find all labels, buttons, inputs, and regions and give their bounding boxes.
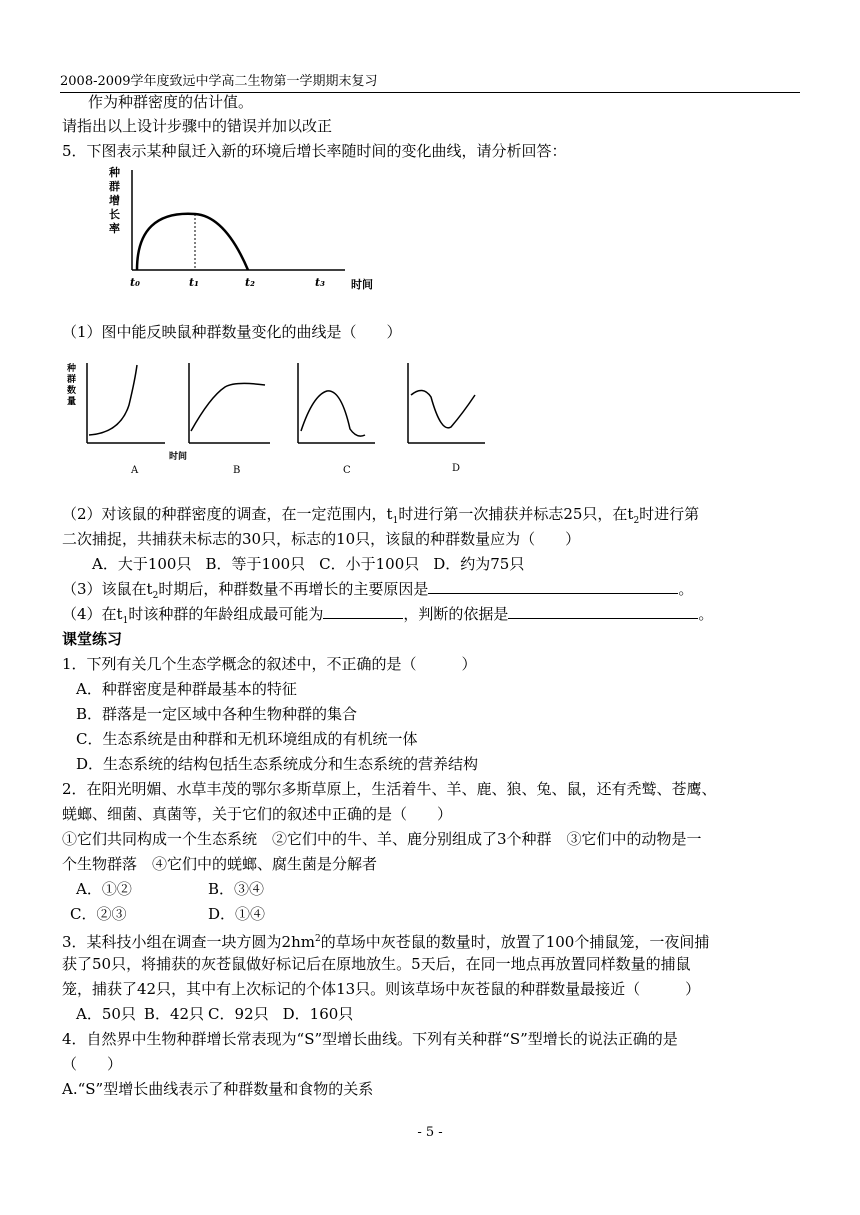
- small-ylabel-char: 量: [67, 397, 77, 407]
- q5-sub1: （1）图中能反映鼠种群数量变化的曲线是（ ）: [62, 323, 402, 341]
- answer-blank: [508, 604, 698, 619]
- practice-q2-opt-c: C．②③: [70, 905, 127, 923]
- prev-text-line-1: 作为种群密度的估计值。: [88, 93, 254, 111]
- practice-q1-stem: 1．下列有关几个生态学概念的叙述中，不正确的是（ ）: [62, 655, 477, 673]
- practice-q3-options: [76, 1004, 367, 1024]
- practice-q2-statements1: ①它们共同构成一个生态系统 ②它们中的牛、羊、鹿分别组成了3个种群 ③它们中的动物是一: [62, 830, 702, 848]
- small-ylabel-char: 数: [67, 386, 77, 396]
- practice-q3-line2: 获了50只，将捕获的灰苍鼠做好标记后在原地放生。5天后，在同一地点再放置同样数量的捕鼠: [62, 955, 691, 973]
- option-d: D．约为75只: [433, 555, 525, 573]
- practice-q1-opt-b: B．群落是一定区域中各种生物种群的集合: [76, 705, 358, 723]
- practice-q2-statements2: 个生物群落 ④它们中的蜣螂、腐生菌是分解者: [62, 855, 378, 873]
- option-b: B．42只: [143, 1005, 205, 1023]
- page-number: - 5 -: [417, 1125, 443, 1140]
- svg-text:C: C: [343, 465, 351, 476]
- practice-q1-opt-c: C．生态系统是由种群和无机环境组成的有机统一体: [76, 730, 418, 748]
- option-graph-c: [298, 363, 375, 476]
- small-ylabel-char: 群: [67, 375, 77, 385]
- option-graphs: [65, 355, 485, 480]
- svg-text:D: D: [452, 463, 461, 474]
- graph-xlabel: 时间: [351, 278, 373, 291]
- option-graph-b: [189, 363, 270, 476]
- tick-t1: t₁: [189, 276, 199, 289]
- prev-text-line-2: 请指出以上设计步骤中的错误并加以改正: [62, 117, 333, 135]
- q5-sub3: （3）该鼠在$t_2$时期后，种群数量不再增长的主要原因是 。: [62, 580, 694, 601]
- answer-blank: [323, 604, 403, 619]
- graph-ylabel-char: 率: [109, 222, 120, 235]
- q5-sub2-line1: （2）对该鼠的种群密度的调查，在一定范围内，$t_1$时进行第一次捕获并标志25只，在$t_2$时进行第: [62, 505, 700, 526]
- practice-q1-opt-a: A．种群密度是种群最基本的特征: [76, 680, 297, 698]
- practice-q1-opt-d: D．生态系统的结构包括生态系统成分和生态系统的营养结构: [76, 755, 479, 773]
- graph-ylabel-char: 增: [109, 194, 120, 207]
- tick-t2: t₂: [245, 276, 255, 289]
- option-d: D．160只: [282, 1005, 354, 1023]
- option-a: A．大于100只: [92, 555, 192, 573]
- practice-q2-stem2: 蜣螂、细菌、真菌等，关于它们的叙述中正确的是（ ）: [62, 805, 453, 823]
- graph-ylabel-char: 种: [109, 166, 120, 179]
- option-b: B．等于100只: [205, 555, 306, 573]
- practice-q3-line1: 3．某科技小组在调查一块方圆为$2hm^2$的草场中灰苍鼠的数量时，放置了100个捕鼠笼，一夜间捕: [62, 933, 710, 951]
- practice-q2-opt-d: D．①④: [208, 905, 266, 923]
- option-c: C．小于100只: [319, 555, 420, 573]
- practice-q4-line1: 4．自然界中生物种群增长常表现为“S”型增长曲线。下列有关种群“S”型增长的说法正确的是: [62, 1030, 678, 1048]
- q5-title: 5．下图表示某种鼠迁入新的环境后增长率随时间的变化曲线，请分析回答：: [62, 142, 567, 160]
- growth-rate-curve: [137, 214, 248, 270]
- graph-ylabel-char: 群: [109, 180, 120, 193]
- small-ylabel-char: 种: [67, 364, 77, 374]
- option-a: A．50只: [76, 1005, 136, 1023]
- tick-t0: t₀: [130, 276, 140, 289]
- q5-sub2-options: [92, 554, 538, 574]
- option-graph-d: [408, 363, 485, 474]
- practice-q2-opt-b: B．③④: [208, 880, 265, 898]
- tick-t3: t₃: [315, 276, 325, 289]
- option-c: C．92只: [208, 1005, 269, 1023]
- svg-text:B: B: [233, 465, 241, 476]
- svg-text:A: A: [131, 465, 139, 476]
- practice-title: 课堂练习: [62, 630, 123, 648]
- graph-ylabel-char: 长: [109, 208, 120, 221]
- growth-rate-graph: [105, 162, 395, 297]
- page-header: 2008-2009学年度致远中学高二生物第一学期期末复习: [60, 70, 800, 93]
- q5-sub2-line2: 二次捕捉，共捕获未标志的30只，标志的10只，该鼠的种群数量应为（ ）: [62, 530, 581, 548]
- svg-text:时间: 时间: [169, 452, 188, 462]
- option-graph-a: [87, 363, 187, 476]
- q5-sub4: （4）在$t_1$时该种群的年龄组成最可能为 ，判断的依据是 。: [62, 605, 714, 626]
- practice-q2-stem1: 2．在阳光明媚、水草丰茂的鄂尔多斯草原上，生活着牛、羊、鹿、狼、兔、鼠，还有秃鹫、苍鹰、: [62, 780, 717, 798]
- practice-q3-line3: 笼，捕获了42只，其中有上次标记的个体13只。则该草场中灰苍鼠的种群数量最接近（ ）: [62, 980, 701, 998]
- answer-blank: [428, 579, 678, 594]
- practice-q4-opt-a: A.“S”型增长曲线表示了种群数量和食物的关系: [62, 1080, 374, 1098]
- practice-q4-line2: （ ）: [62, 1055, 123, 1073]
- practice-q2-opt-a: A．①②: [76, 880, 132, 898]
